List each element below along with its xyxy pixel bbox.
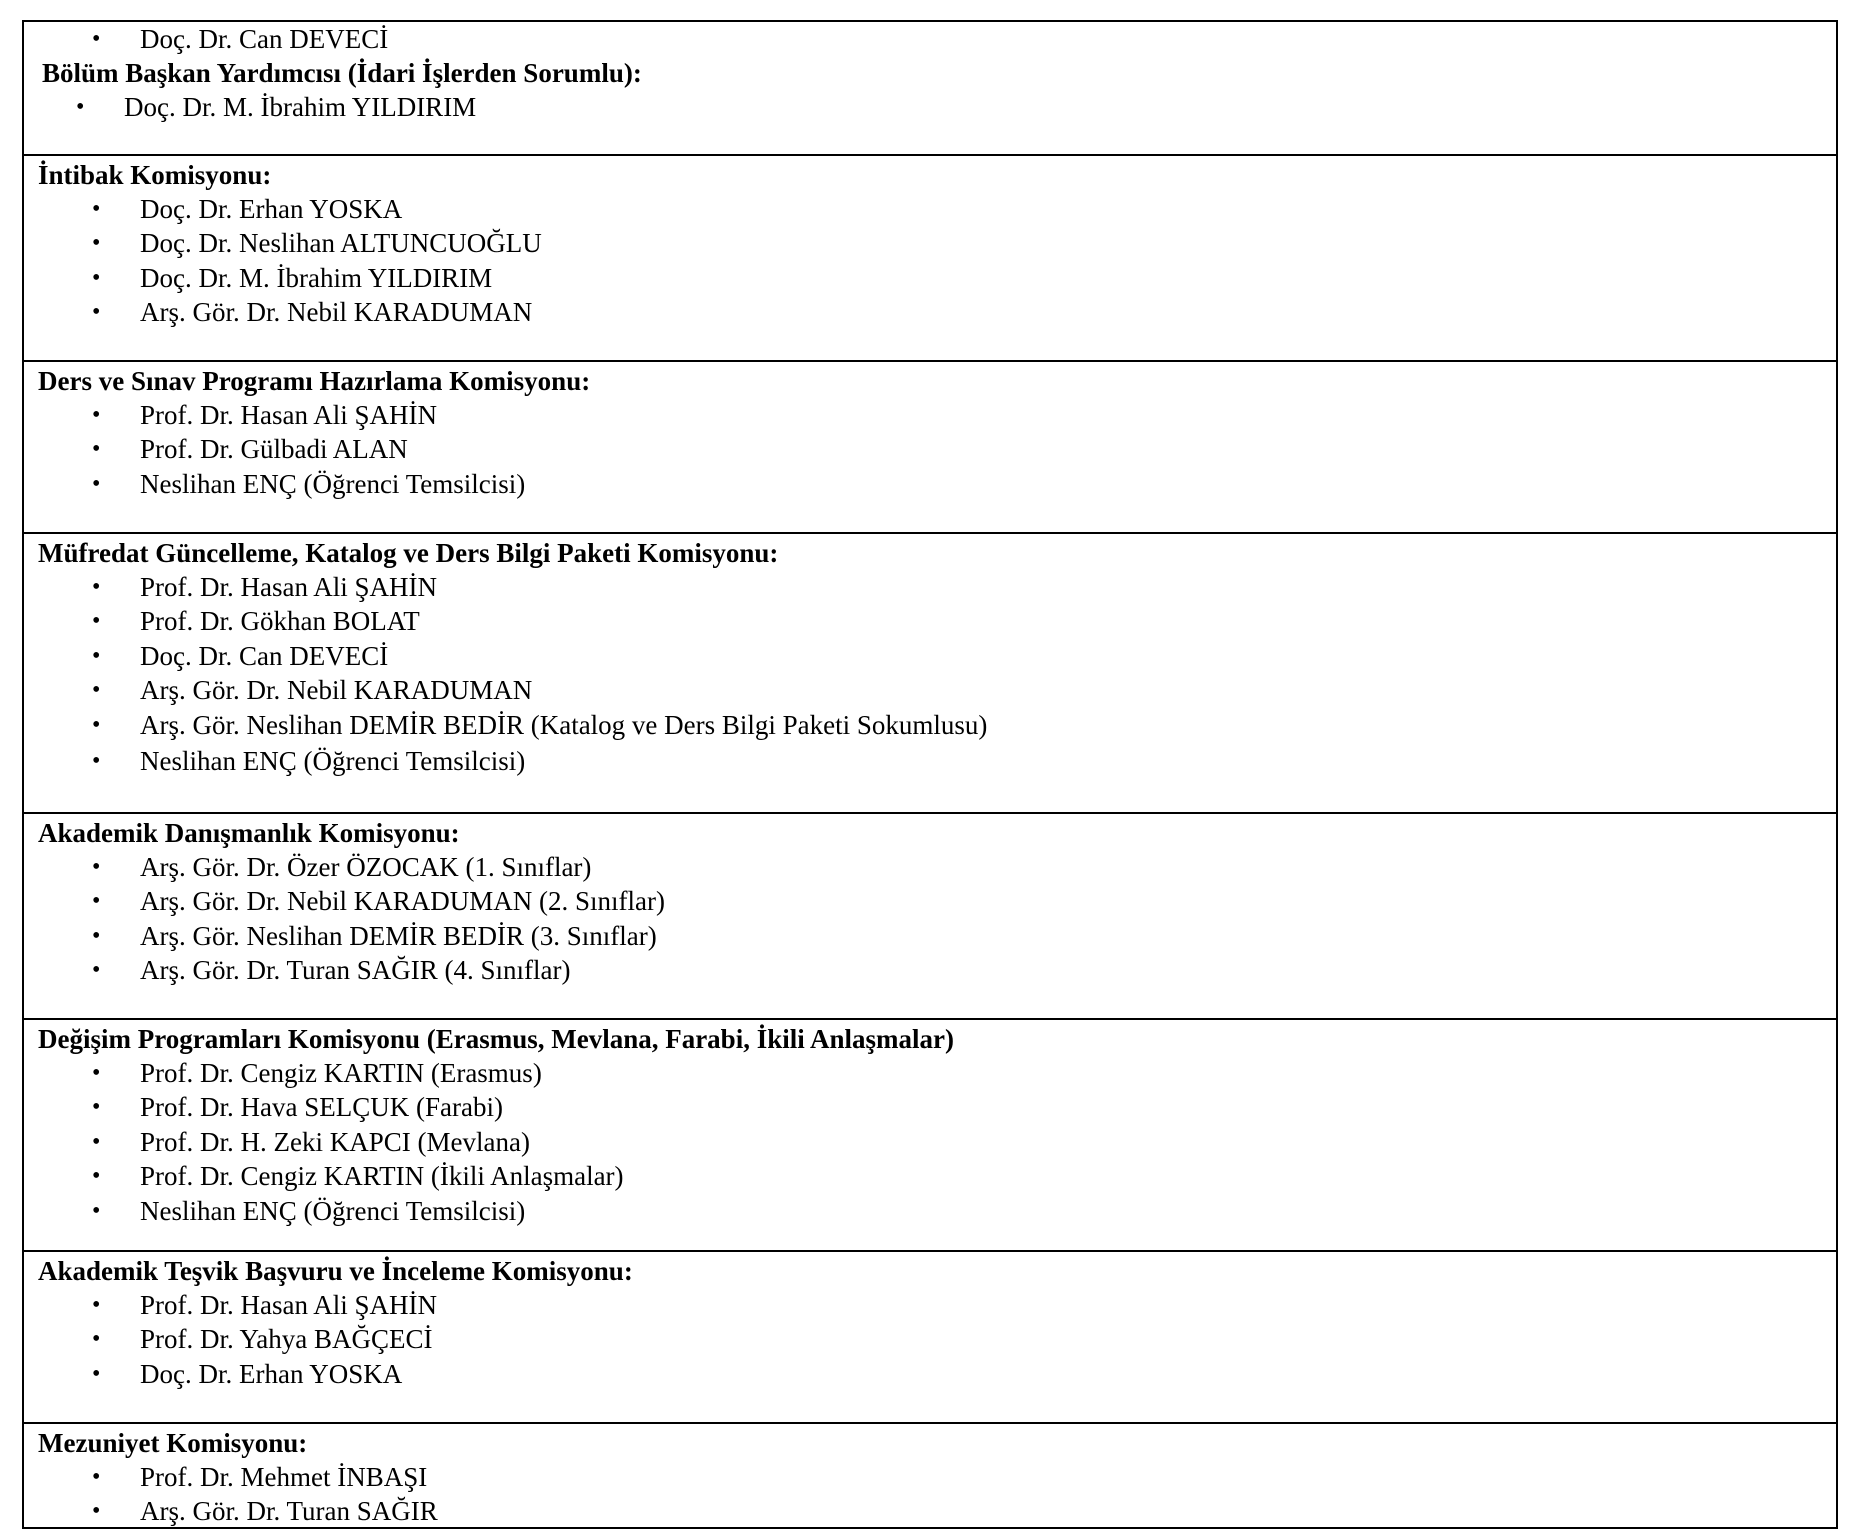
member-name: Doç. Dr. Can DEVECİ — [140, 640, 389, 671]
bullet-icon: • — [92, 854, 101, 880]
bullet-icon: • — [92, 1128, 101, 1155]
item-list — [24, 570, 1836, 778]
list-item — [24, 90, 1836, 124]
member-name: Doç. Dr. Erhan YOSKA — [140, 194, 403, 224]
bullet-icon: • — [92, 957, 101, 984]
bullet-icon: • — [92, 402, 101, 428]
list-item — [24, 1159, 1836, 1193]
member-name: Prof. Dr. H. Zeki KAPCI (Mevlana) — [140, 1126, 530, 1157]
section-academic-incentive-committee — [24, 1252, 1836, 1424]
list-item — [24, 1194, 1836, 1228]
bullet-icon: • — [92, 299, 101, 326]
member-name: Neslihan ENÇ (Öğrenci Temsilcisi) — [140, 1195, 526, 1226]
member-name: Arş. Gör. Neslihan DEMİR BEDİR (Katalog ve Ders Bilgi Paketi Sokumlusu) — [140, 709, 988, 740]
section-curriculum-committee — [24, 534, 1836, 814]
member-name: Doç. Dr. M. İbrahim YILDIRIM — [140, 262, 493, 293]
list-item — [24, 1494, 1836, 1528]
bullet-icon: • — [92, 677, 101, 704]
member-name: Prof. Dr. Hasan Ali ŞAHİN — [140, 400, 437, 430]
member-name: Doç. Dr. Neslihan ALTUNCUOĞLU — [140, 228, 542, 259]
section-exam-schedule-committee — [24, 362, 1836, 534]
list-item — [24, 432, 1836, 466]
section-intibak-committee — [24, 156, 1836, 362]
section-heading: Bölüm Başkan Yardımcısı (İdari İşlerden Sorumlu): — [42, 58, 642, 89]
member-name: Neslihan ENÇ (Öğrenci Temsilcisi) — [140, 468, 526, 499]
bullet-icon: • — [92, 230, 101, 257]
bullet-icon: • — [92, 1094, 101, 1121]
member-name: Arş. Gör. Dr. Özer ÖZOCAK (1. Sınıflar) — [140, 852, 592, 882]
list-item — [24, 953, 1836, 987]
bullet-icon: • — [92, 1163, 101, 1190]
member-name: Prof. Dr. Yahya BAĞÇECİ — [140, 1324, 433, 1355]
member-name: Prof. Dr. Cengiz KARTIN (İkili Anlaşmalar) — [140, 1161, 624, 1192]
committee-table — [22, 20, 1838, 1529]
bullet-icon: • — [92, 1464, 101, 1490]
list-item — [24, 398, 1836, 432]
member-name: Doç. Dr. M. İbrahim YILDIRIM — [124, 92, 477, 123]
member-name: Prof. Dr. Mehmet İNBAŞI — [140, 1462, 428, 1492]
member-name: Prof. Dr. Hasan Ali ŞAHİN — [140, 1290, 437, 1320]
member-name: Arş. Gör. Dr. Turan SAĞIR (4. Sınıflar) — [140, 955, 571, 986]
bullet-icon: • — [92, 264, 101, 291]
item-list — [24, 850, 1836, 988]
list-item — [24, 22, 1836, 56]
member-name: Arş. Gör. Dr. Nebil KARADUMAN — [140, 675, 533, 706]
list-item — [24, 570, 1836, 604]
item-list — [24, 398, 1836, 501]
bullet-icon: • — [92, 1326, 101, 1353]
member-name: Arş. Gör. Neslihan DEMİR BEDİR (3. Sınıflar) — [140, 920, 657, 951]
member-name: Prof. Dr. Hasan Ali ŞAHİN — [140, 572, 437, 602]
member-name: Prof. Dr. Gülbadi ALAN — [140, 434, 408, 465]
bullet-icon: • — [92, 748, 101, 775]
bullet-icon: • — [92, 642, 101, 669]
section-graduation-committee — [24, 1424, 1836, 1527]
list-item — [24, 1288, 1836, 1322]
bullet-icon: • — [92, 1360, 101, 1387]
member-name: Prof. Dr. Cengiz KARTIN (Erasmus) — [140, 1058, 542, 1088]
bullet-icon: • — [92, 1292, 101, 1318]
bullet-icon: • — [92, 888, 101, 915]
bullet-icon: • — [76, 94, 85, 121]
list-item — [24, 744, 1836, 778]
item-list — [24, 192, 1836, 330]
member-name: Arş. Gör. Dr. Nebil KARADUMAN — [140, 297, 533, 328]
bullet-icon: • — [92, 608, 101, 635]
member-name: Doç. Dr. Can DEVECİ — [140, 24, 389, 54]
bullet-icon: • — [92, 574, 101, 600]
list-item — [24, 1357, 1836, 1391]
section-heading: Akademik Danışmanlık Komisyonu: — [38, 818, 460, 848]
list-item — [24, 673, 1836, 707]
item-list — [24, 1056, 1836, 1228]
section-heading: Akademik Teşvik Başvuru ve İnceleme Komisyonu: — [38, 1256, 633, 1286]
list-item — [24, 708, 1836, 742]
section-heading: Müfredat Güncelleme, Katalog ve Ders Bilgi Paketi Komisyonu: — [38, 538, 779, 568]
list-item — [24, 1125, 1836, 1159]
bullet-icon: • — [92, 1197, 101, 1224]
list-item — [24, 1056, 1836, 1090]
item-list — [24, 90, 1836, 124]
section-heading: Ders ve Sınav Programı Hazırlama Komisyonu: — [38, 366, 591, 396]
bullet-icon: • — [92, 1498, 101, 1525]
bullet-icon: • — [92, 922, 101, 949]
list-item — [24, 884, 1836, 918]
list-item — [24, 467, 1836, 501]
list-item — [24, 295, 1836, 329]
list-item — [24, 226, 1836, 260]
member-name: Arş. Gör. Dr. Turan SAĞIR — [140, 1496, 438, 1527]
list-item — [24, 261, 1836, 295]
section-exchange-programs-committee — [24, 1020, 1836, 1252]
list-item — [24, 192, 1836, 226]
list-item — [24, 639, 1836, 673]
section-department-vice-chair — [24, 22, 1836, 156]
item-list — [24, 1288, 1836, 1391]
section-heading: Mezuniyet Komisyonu: — [38, 1428, 308, 1458]
bullet-icon: • — [92, 1060, 101, 1086]
bullet-icon: • — [92, 436, 101, 463]
section-heading: İntibak Komisyonu: — [38, 160, 272, 190]
list-item — [24, 850, 1836, 884]
bullet-icon: • — [92, 196, 101, 222]
section-academic-advising-committee — [24, 814, 1836, 1020]
list-item — [24, 1090, 1836, 1124]
list-item — [24, 604, 1836, 638]
bullet-icon: • — [92, 26, 101, 52]
item-list — [24, 22, 1836, 56]
bullet-icon: • — [92, 470, 101, 497]
member-name: Prof. Dr. Hava SELÇUK (Farabi) — [140, 1092, 503, 1123]
member-name: Arş. Gör. Dr. Nebil KARADUMAN (2. Sınıflar) — [140, 886, 665, 917]
list-item — [24, 1460, 1836, 1494]
bullet-icon: • — [92, 711, 101, 738]
member-name: Prof. Dr. Gökhan BOLAT — [140, 606, 420, 637]
item-list — [24, 1460, 1836, 1529]
member-name: Neslihan ENÇ (Öğrenci Temsilcisi) — [140, 746, 526, 777]
member-name: Doç. Dr. Erhan YOSKA — [140, 1358, 403, 1389]
section-heading: Değişim Programları Komisyonu (Erasmus, Mevlana, Farabi, İkili Anlaşmalar) — [38, 1024, 954, 1054]
list-item — [24, 1322, 1836, 1356]
list-item — [24, 919, 1836, 953]
